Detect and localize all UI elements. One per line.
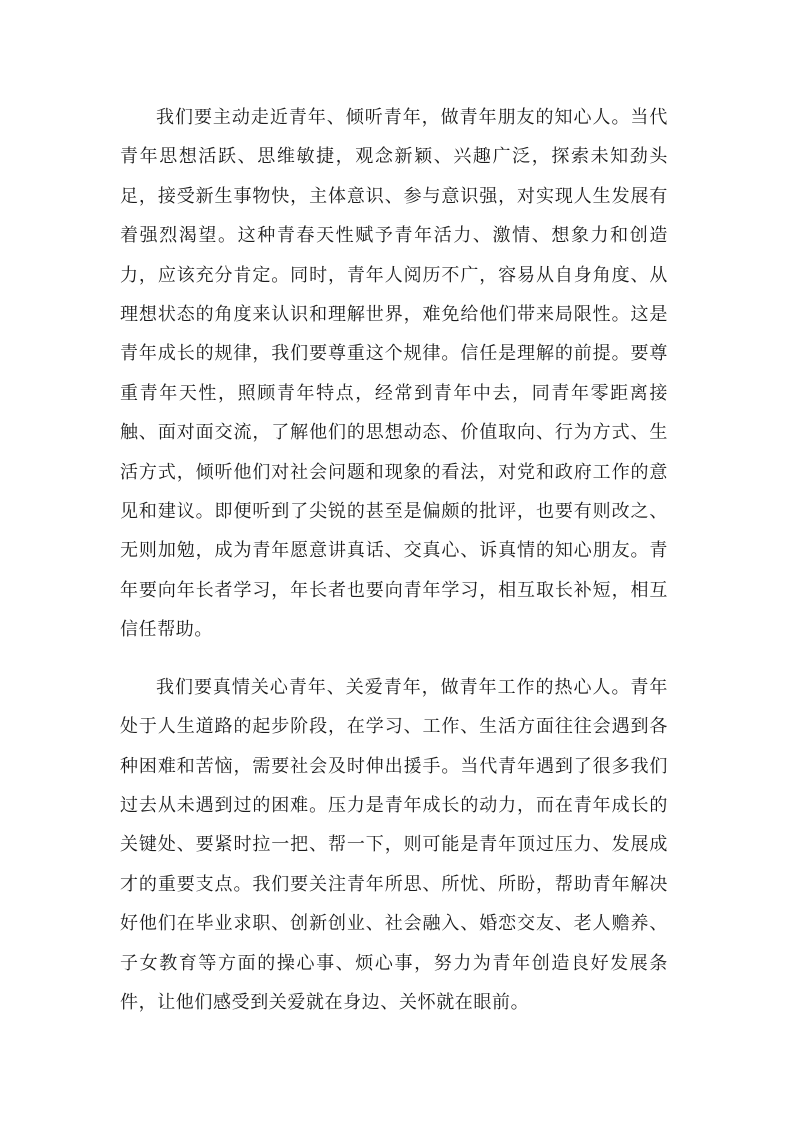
paragraph-2: 我们要真情关心青年、关爱青年，做青年工作的热心人。青年处于人生道路的起步阶段，在学习、工作、生活方面往往会遇到各种困难和苦恼，需要社会及时伸出援手。当代青年遇到了很多我们过去从未遇到过的困难。压力是青年成长的动力，而在青年成长的关键处、要紧时拉一把、帮一下，则可能是青年顶过压力、发展成才的重要支点。我们要关注青年所思、所忧、所盼，帮助青年解决好他们在毕业求职、创新创业、社会融入、婚恋交友、老人赡养、子女教育等方面的操心事、烦心事，努力为青年创造良好发展条件，让他们感受到关爱就在身边、关怀就在眼前。 [120, 676, 668, 1013]
paragraph-1: 我们要主动走近青年、倾听青年，做青年朋友的知心人。当代青年思想活跃、思维敏捷，观念新颖、兴趣广泛，探索未知劲头足，接受新生事物快，主体意识、参与意识强，对实现人生发展有着强烈渴望。这种青春天性赋予青年活力、激情、想象力和创造力，应该充分肯定。同时，青年人阅历不广，容易从自身角度、从理想状态的角度来认识和理解世界，难免给他们带来局限性。这是青年成长的规律，我们要尊重这个规律。信任是理解的前提。要尊重青年天性，照顾青年特点，经常到青年中去，同青年零距离接触、面对面交流，了解他们的思想动态、价值取向、行为方式、生活方式，倾听他们对社会问题和现象的看法，对党和政府工作的意见和建议。即便听到了尖锐的甚至是偏颇的批评，也要有则改之、无则加勉，成为青年愿意讲真话、交真心、诉真情的知心朋友。青年要向年长者学习，年长者也要向青年学习，相互取长补短，相互信任帮助。 [120, 107, 668, 641]
document-body [120, 98, 668, 1022]
